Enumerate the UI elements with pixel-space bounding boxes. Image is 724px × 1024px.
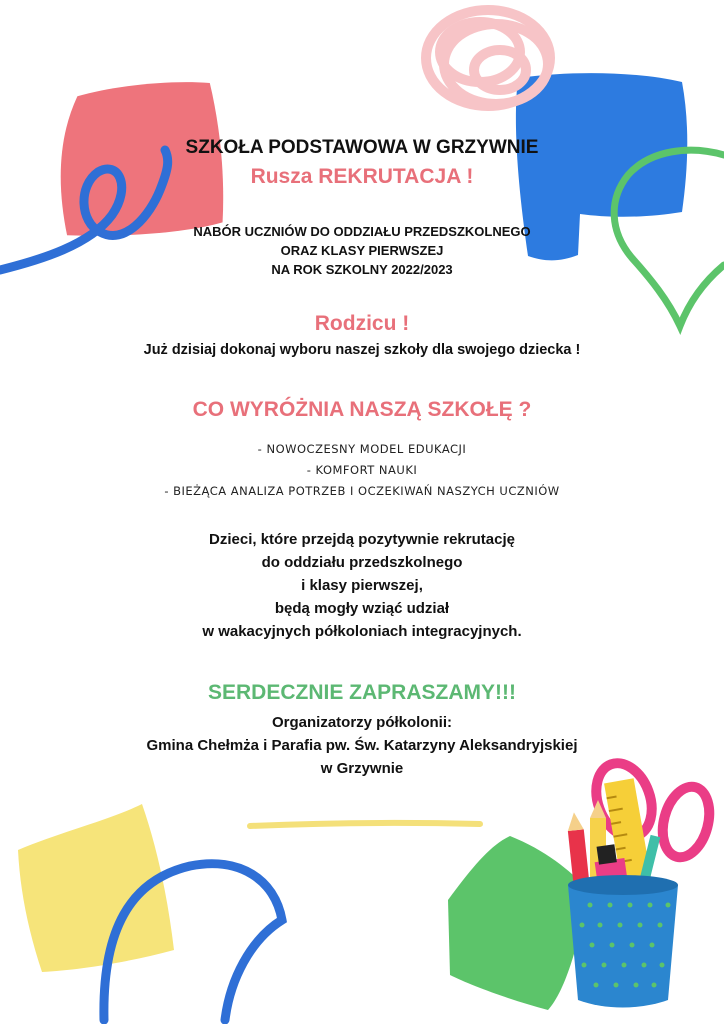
parent-heading: Rodzicu ! [314,312,410,335]
pencil-cup-icon [566,755,717,1007]
parent-text: Już dzisiaj dokonaj wyboru naszej szkoły dla swojego dziecka ! [143,342,581,358]
camp-line: będą mogły wziąć udział [274,600,450,617]
features-heading: CO WYRÓŻNIA NASZĄ SZKOŁĘ ? [192,398,532,421]
organizers-place: w Grzywnie [320,760,404,777]
camp-line: i klasy pierwszej, [301,577,423,594]
features-list [0,439,724,502]
camp-line: do oddziału przedszkolnego [261,554,463,571]
pink-scribble-shape [426,10,550,106]
organizers-block [0,711,724,780]
camp-info [0,528,724,643]
enrollment-line: NA ROK SZKOLNY 2022/2023 [271,262,453,277]
yellow-line-shape [250,823,480,826]
green-square-shape [448,836,588,1010]
feature-item: - NOWOCZESNY MODEL EDUKACJI [257,442,467,456]
recruitment-heading: Rusza REKRUTACJA ! [250,165,474,188]
enrollment-line: NABÓR UCZNIÓW DO ODDZIAŁU PRZEDSZKOLNEGO [193,224,531,239]
invite-heading: SERDECZNIE ZAPRASZAMY!!! [208,681,516,704]
school-title: SZKOŁA PODSTAWOWA W GRZYWNIE [185,137,539,158]
camp-line: w wakacyjnych półkoloniach integracyjnych. [202,623,522,640]
feature-item: - BIEŻĄCA ANALIZA POTRZEB I OCZEKIWAŃ NASZYCH UCZNIÓW [164,484,560,498]
organizers-label: Organizatorzy półkolonii: [271,714,452,731]
enrollment-line: ORAZ KLASY PIERWSZEJ [280,243,444,258]
feature-item: - KOMFORT NAUKI [306,463,418,477]
enrollment-block [0,222,724,279]
organizers-names: Gmina Chełmża i Parafia pw. Św. Katarzyny Aleksandryjskiej [146,737,578,754]
camp-line: Dzieci, które przejdą pozytywnie rekrutację [209,531,515,548]
